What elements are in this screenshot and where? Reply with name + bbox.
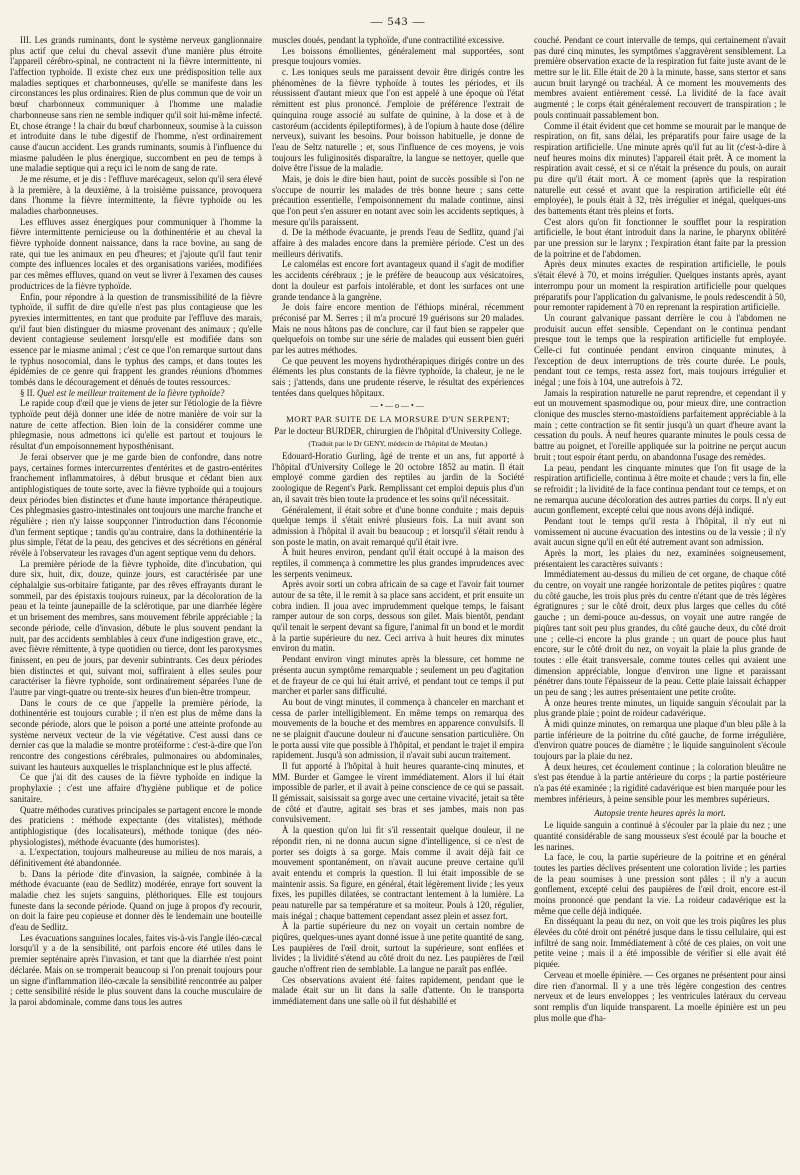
paragraph: Le calomélas est encore fort avantageux quand il s'agit de modifier les accidents cérébraux ; je le préfère de beaucoup aux vésicatoires, dont la douleur est parfois intolérable, et dont les surfaces ont une grande tendance à la gangrène. (272, 259, 524, 302)
section-divider: —•—o—•— (370, 401, 426, 411)
column-middle (272, 35, 524, 1175)
article-byline: Par le docteur BURDER, chirurgien de l'hôpital d'University College. (274, 426, 522, 437)
text-columns (10, 35, 786, 1175)
paragraph: Après la mort, les plaies du nez, examinées soigneusement, présentaient les caractères suivants : (534, 548, 786, 569)
page-number: — 543 — (370, 14, 426, 28)
paragraph: Les évacuations sanguines locales, faites vis-à-vis l'angle iléo-cæcal lorsqu'il y a de la sensibilité, ont parfois encore été utiles dans le premier septénaire après l'invasion, et tant que la diarrhée n'est point déclarée. Mais on se tromperait beaucoup si l'on prenait toujours pour un signe d'inflammation iléo-cæcale la sensibilité rencontrée au palper ; cette sensibilité réside le plus souvent dans la couche musculaire de la paroi abdominale, comme dans tous les autres (10, 932, 262, 1007)
paragraph: À la question qu'on lui fit s'il ressentait quelque douleur, il ne répondit rien, ni ne donna aucun signe d'intelligence, si ce n'est de porter ses doigts à sa gorge. Mais comme il avait déjà fait ce mouvement spontanément, on n'avait aucune preuve certaine qu'il avait entendu et compris la question. Il lui était impossible de se maintenir assis. Sa figure, en général, était légèrement livide ; les yeux fixes, les pupilles dilatées, se contractant lentement à la lumière. La peau naturelle par sa température et sa moiteur. Pouls à 120, régulier, mais inégal ; chaque battement cependant assez plein et assez fort. (272, 825, 524, 921)
paragraph: Les effluves assez énergiques pour communiquer à l'homme la fièvre intermittente pernicieuse ou la dothinentérie et au cheval la fièvre typhoïde donnent naissance, dans la race bovine, au sang de rate, qui tue les animaux en peu d'heures; et j'ajoute qu'il faut tenir compte des influences locales et des organisations variées, modifiées par ces mêmes effluves, quand on veut se livrer à l'examen des causes productrices de la fièvre typhoïde. (10, 216, 262, 291)
paragraph: Je dois faire encore mention de l'éthiops minéral, récemment préconisé par M. Serres ; il m'a procuré 19 guérisons sur 20 malades. Mais ne nous hâtons pas de conclure, car il faut bien se rappeler que quelquefois on tombe sur une série de malades qui eussent bien guéri par les autres méthodes. (272, 302, 524, 355)
paragraph: Après deux minutes exactes de respiration artificielle, le pouls s'était élevé à 70, et moins irrégulier. Quelques instants après, ayant interrompu pour un moment la respiration artificielle pour quelques préparatifs pour l'application du galvanisme, le pouls redescendit à 50, pour remonter rapidement à 70 en reprenant la respiration artificielle. (534, 259, 786, 313)
paragraph: Ce que j'ai dit des causes de la fièvre typhoïde en indique la prophylaxie ; c'est une affaire d'hygiène publique et de police sanitaire. (10, 772, 262, 804)
section-title: Quel est le meilleur traitement de la fièvre typhoïde? (37, 387, 225, 398)
paragraph: À deux heures, cet écoulement continue ; la coloration bleuâtre ne s'est pas étendue à la partie antérieure du corps ; la partie postérieure n'a pas été examinée ; la rigidité cadavérique est bien marquée pour les membres inférieurs, à peine sensible pour les membres supérieurs. (534, 761, 786, 804)
paragraph: Les boissons émollientes, généralement mal supportées, sont presque toujours vomies. (272, 45, 524, 67)
section-heading (10, 388, 262, 399)
paragraph: Pendant environ vingt minutes après la blessure, cet homme ne présenta aucun symptôme remarquable ; seulement un peu d'agitation et de frayeur de ce qui lui était arrivé, et pendant tout ce temps il put marcher et parler sans difficulté. (272, 654, 524, 697)
paragraph: Après avoir sorti un cobra africain de sa cage et l'avoir fait tourner autour de sa tête, il le remit à sa place sans accident, et prit ensuite un cobra indien. Il joua avec imprudemment quelque temps, le faisant ramper autour de son corps, dessous son gilet. Mais bientôt, pendant qu'il tenait le serpent devant sa figure, l'animal fit un bond et le mordit à la partie supérieure du nez. Ceci arriva à huit heures dix minutes environ du matin. (272, 579, 524, 654)
paragraph: À la partie supérieure du nez on voyait un certain nombre de piqûres, quelques-unes ayant donné issue à une petite quantité de sang. Les paupières de l'œil droit, surtout la supérieure, sont enflées et livides ; la lividité s'étend au côté droit du nez. Les paupières de l'œil gauche n'offrent rien de semblable. La langue ne paraît pas enflée. (272, 921, 524, 975)
paragraph: Edouard-Horatio Gurling, âgé de trente et un ans, fut apporté à l'hôpital d'University College le 20 octobre 1852 au matin. Il était employé comme gardien des reptiles au jardin de la Société zoologique de Regent's Park. Remplissant cet emploi depuis plus d'un an, il savait très bien toute la prudence et les soins qu'il nécessitait. (272, 451, 524, 504)
paragraph: Jamais la respiration naturelle ne parut reprendre, et cependant il y eut un mouvement spasmodique ou, pour mieux dire, une contraction clonique des muscles sterno-mastoïdiens parfaitement appréciable à la main ; cette contraction se fit sentir jusqu'à un quart d'heure avant la cessation du pouls. À neuf heures quarante minutes le pouls cessa de battre au poignet, et l'oreille appliquée sur la poitrine ne perçut aucun bruit ; tout espoir étant perdu, on abandonna l'usage des remèdes. (534, 387, 786, 462)
paragraph: Immédiatement au-dessus du milieu de cet organe, de chaque côté du centre, on voyait une rangée horizontale de petites piqûres : quatre du côté gauche, les trois plus près du centre n'étant que de très légères égratignures ; sur le côté droit, deux plus larges que celles du côté gauche ; un demi-pouce au-dessus, on voyait une autre rangée de piqûres tant soit peu plus grandes, du côté gauche deux, du côté droit une ; celle-ci encore la plus grande ; un quart de pouce plus haut encore, sur le côté droit du nez, on voyait la plaie la plus grande de toutes : elle était transversale, comme toutes celles qui avaient une dimension appréciable, longue d'environ une ligne et paraissant pénétrer dans toute l'épaisseur de la peau. Cette plaie laissait échapper un peu de sang ; les autres présentaient une petite croûte. (534, 569, 786, 697)
paragraph: En disséquant la peau du nez, on voit que les trois piqûres les plus élevées du côté droit ont pénétré jusque dans le tissu cellulaire, qui est infiltré de sang noir. Immédiatement à côté de ces plaies, on voit une petite veine ; mais il a été impossible de vérifier si elle avait été piquée. (534, 916, 786, 970)
paragraph: La face, le cou, la partie supérieure de la poitrine et en général toutes les parties déclives présentent une coloration livide ; les parties de la peau soumises à une pression sont pâles ; il n'y a aucun gonflement, excepté celui des paupières de l'œil droit, encore est-il moins prononcé que pendant la vie. La roideur cadavérique est la même que celle déjà indiquée. (534, 852, 786, 916)
paragraph: C'est alors qu'on fit fonctionner le soufflet pour la respiration artificielle, le bout étant introduit dans la narine, le pharynx oblitéré par une pression sur le larynx ; l'expiration étant faite par la pression de la poitrine et de l'abdomen. (534, 216, 786, 259)
column-left (10, 35, 262, 1175)
paragraph: À midi quinze minutes, on remarqua une plaque d'un bleu pâle à la partie inférieure de la poitrine du côté gauche, de forme irrégulière, d'environ quatre pouces de diamètre ; le liquide sanguinolent s'écoule toujours par la plaie du nez. (534, 719, 786, 762)
paragraph: Cerveau et moelle épinière. — Ces organes ne présentent pour ainsi dire rien d'anormal. Il y a une très légère congestion des centres nerveux et de leurs enveloppes ; les ventricules latéraux du cerveau sont remplis d'un liquide transparent. La moelle épinière est un peu plus molle que d'ha- (534, 969, 786, 1023)
paragraph: a. L'expectation, toujours malheureuse au milieu de nos marais, a définitivement été abandonnée. (10, 847, 262, 868)
paragraph: La première période de la fièvre typhoïde, dite d'incubation, qui dure six, huit, dix, douze, quinze jours, est caractérisée par une céphalalgie sus-orbitaire fatigante, par des rêves effrayants durant le sommeil, par des épistaxis toujours ruineux, par la décoloration de la peau et la teinte jaunepaille de la sclérotique, par une diarrhée légère et un brisement des membres, sans mouvement fébrile appréciable ; la seconde période, celle d'invasion, débute le plus souvent pendant la nuit, par des accidents semblables à ceux d'une indigestion grave, etc., avec fièvre rémittente, à type quotidien ou tierce, dont les paroxysmes finissent, en peu de jours, par devenir subintrants. Ces deux périodes bien distinctes et qui, suivant moi, suffiraient à elles seules pour caractériser la fièvre typhoïde, sont ordinairement séparées l'une de l'autre par vingt-quatre ou trente-six heures d'un bien-être trompeur. (10, 558, 262, 697)
article-translator: (Traduit par le Dr GENY, médecin de l'hôpital de Meulan.) (308, 438, 488, 448)
paragraph: Ces observations avaient été faites rapidement, pendant que le malade était sur un lit dans la salle d'attente. On le transporta immédiatement dans une salle où il fut déshabillé et (272, 974, 524, 1007)
paragraph: Je ferai observer que je me garde bien de confondre, dans notre pays, certaines formes intercurrentes d'entérites et de gastro-entérites franchement inflammatoires, à début brusque et cédant bien aux antiphlogistiques de toute sorte, avec la fièvre typhoïde qui a toujours deux périodes bien distinctes et d'une haute importance thérapeutique. Ces phlegmasies gastro-intestinales ont toujours une marche franche et régulière ; rien n'y laisse soupçonner l'introduction dans l'économie d'un ferment septique ; tandis qu'au contraire, dans la dothinentérie la plus simple, l'état de la peau, des gencives et des sécrétions en général révèle à l'observateur les ravages d'un agent septique venu du dehors. (10, 451, 262, 558)
article-title: MORT PAR SUITE DE LA MORSURE D'UN SERPENT; (286, 413, 510, 424)
paragraph: À onze heures trente minutes, un liquide sanguin s'écoulait par la plus grande plaie ; point de roideur cadavérique. (534, 697, 786, 719)
paragraph: couché. Pendant ce court intervalle de temps, qui certainement n'avait pas duré cinq minutes, les symptômes s'aggravèrent sensiblement. La première observation exacte de la respiration fut faite juste avant de le mettre sur le lit. Elle était de 20 à la minute, basse, sans stertor et sans aucun bruit laryngé ou trachéal. À ce moment les mouvements des membres avaient entièrement cessé. La lividité de la face avait augmenté ; le corps était généralement recouvert de transpiration ; le pouls continuait passablement bon. (534, 35, 786, 120)
paragraph: Un courant galvanique passant derrière le cou à l'abdomen ne produisit aucun effet sensible. Cependant on le continua pendant presque tout le temps que la respiration artificielle fut employée. Celle-ci fut continuée pendant environ cinquante minutes, à l'exception de deux interruptions de très courte durée. Le pouls, pendant tout ce temps, resta assez fort, mais toujours irrégulier et inégal ; une fois à 104, une autrefois à 72. (534, 312, 786, 387)
paragraph: Il fut apporté à l'hôpital à huit heures quarante-cinq minutes, et MM. Burder et Gamgee le virent immédiatement. Alors il lui était impossible de parler, et il avait à peine conscience de ce qui se passait. Il gémissait, saisissait sa gorge avec une certaine vivacité, jetait sa tête de côté et d'autre, agitait ses bras et ses jambes, mais non pas convulsivement. (272, 761, 524, 825)
paragraph: Généralement, il était sobre et d'une bonne conduite ; mais depuis quelque temps il s'était enivré plusieurs fois. La nuit avant son admission à l'hôpital il avait bu beaucoup ; et lorsqu'il s'était rendu à son poste le matin, on avait remarqué qu'il était ivre. (272, 504, 524, 547)
paragraph: La peau, pendant les cinquante minutes que l'on fit usage de la respiration artificielle, continua à être moite et chaude ; vers la fin, elle se refroidit ; la lividité de la face continua pendant tout ce temps, et on ne remarqua aucune décoloration des autres parties du corps. Il n'y eut aucun gonflement, excepté celui que nous avons déjà indiqué. (534, 462, 786, 516)
paragraph: À huit heures environ, pendant qu'il était occupé à la maison des reptiles, il commença à commettre les plus grandes imprudences avec les serpents venimeux. (272, 547, 524, 579)
paragraph: Pendant tout le temps qu'il resta à l'hôpital, il n'y eut ni vomissement ni aucune évacuation des intestins ou de la vessie ; il n'y avait aucun signe qu'il en eût été autrement avant son admission. (534, 515, 786, 548)
paragraph: muscles doués, pendant la typhoïde, d'une contractilité excessive. (272, 35, 505, 45)
paragraph: Au bout de vingt minutes, il commença à chanceler en marchant et cessa de parler intelligiblement. En même temps on remarqua des mouvements de la bouche et des membres en apparence convulsifs. Il ne se plaignit d'aucune douleur ni d'aucune sensation particulière. On le porta aussi vite que possible à l'hôpital, et pendant le trajet il empira rapidement. Jusqu'à son admission, il n'avait subi aucun traitement. (272, 696, 524, 761)
paragraph: Dans le cours de ce que j'appelle la première période, la dothinentérie est toujours curable ; il n'en est plus de même dans la seconde période, alors que le poison a porté une atteinte profonde au système nerveux vecteur de la vie végétative. C'est aussi dans ce dernier cas que la maladie se montre protéiforme : c'est-à-dire que l'on rencontre des congestions cérébrales, pulmonaires ou abdominales, suivant les hauteurs auxquelles le trisplanchnique est le plus affecté. (10, 697, 262, 772)
column-right (534, 35, 786, 1175)
paragraph: Je me résume, et je dis : l'effluve marécageux, selon qu'il sera élevé à la première, à la deuxième, à la troisième puissance, provoquera dans l'homme la fièvre intermittente, la fièvre typhoïde ou les maladies charbonneuses. (10, 173, 262, 216)
subsection-heading: Autopsie trente heures après la mort. (594, 807, 726, 818)
paragraph: III. Les grands ruminants, dont le système nerveux ganglionnaire plus actif que celui du cheval assevit d'une manière plus étroite l'appareil cérébro-spinal, ne contractent ni la fièvre intermittente, ni l'affection typhoïde. Il existe chez eux une prédisposition telle aux maladies septiques et charbonneuses, qu'elle se manifeste dans les circonstances les plus ordinaires. Rien de plus commun que de voir un bœuf charbonneux communiquer à l'homme une maladie charbonneuse sans rien ne semble indiquer qu'il soit lui-même infecté. Et, chose étrange ! la chair du bœuf charbonneux, soumise à la cuisson et introduite dans le tube digestif de l'homme, n'est ordinairement cause d'aucun accident. Les grands ruminants, soumis à l'influence du miasme paludéen le plus énergique, succombent en peu de temps à une maladie septique qui a reçu ici le nom de sang de rate. (10, 35, 262, 174)
paragraph: d. De la méthode évacuante, je prends l'eau de Sedlitz, quand j'ai affaire à des malades encore dans la première période. C'est un des meilleurs dérivatifs. (272, 227, 524, 259)
paragraph: Le rapide coup d'œil que je viens de jeter sur l'étiologie de la fièvre typhoïde peut déjà donner une idée de notre manière de voir sur la nature de cette affection. Bien loin de la considérer comme une phlegmasie, nous admettons ici qu'elle est partout et toujours le résultat d'un empoisonnement hyposthénisant. (10, 398, 262, 452)
paragraph: c. Les toniques seuls me paraissent devoir être dirigés contre les phénomènes de la fièvre typhoïde à toutes les périodes, et ils réussissent d'autant mieux que l'on est appelé à une époque où l'état rémittent est plus prononcé. J'emploie de préférence l'extrait de quinquina rouge associé au sulfate de quinine, à la dose et à de castoréum (accidents épileptiformes), à de l'opium à haute dose (délire nerveux), suivant les besoins. Pour boisson habituelle, je donne de l'eau de Seltz naturelle ; et, sous l'influence de ces moyens, je vois toujours les fuliginosités disparaître, la langue se nettoyer, quelle que doive être l'issue de la maladie. (272, 67, 524, 174)
paragraph: Ce que peuvent les moyens hydrothérapiques dirigés contre un des éléments les plus constants de la fièvre typhoïde, la chaleur, je ne le sais ; j'attends, dans une prudente réserve, le résultat des expériences tentées dans quelques hôpitaux. (272, 355, 524, 398)
paragraph: Enfin, pour répondre à la question de transmissibilité de la fièvre typhoïde, il suffit de dire qu'elle n'est pas plus contagieuse que les pyrexies intermittentes, en tant que produite par l'effluve des marais, qu'il faut bien distinguer du miasme provenant des animaux ; qu'elle devient contagieuse seulement lorsqu'elle est modifiée dans son essence par le miasme animal ; c'est ce que l'on remarque surtout dans le typhus nosocomial, dans le typhus des camps, et dans toutes les épidémies de ce genre qui frappent les grandes réunions d'hommes tombés dans le découragement et dénués de toutes ressources. (10, 291, 262, 387)
paragraph: b. Dans la période dite d'invasion, la saignée, combinée à la méthode évacuante (eau de Sedlitz) modérée, enraye fort souvent la maladie chez les sujets sanguins, pléthoriques. Elle est toujours funeste dans la seconde période. Quand on juge à propos d'y recourir, on doit la faire peu copieuse et donner dès le lendemain une bouteille d'eau de Sedlitz. (10, 868, 262, 933)
paragraph: Quatre méthodes curatives principales se partagent encore le monde des praticiens : méthode expectante (des vitalistes), méthode antiphlogistique (des localisateurs), méthode tonique (des néo-physiologistes), méthode évacuante (des humoristes). (10, 804, 262, 847)
paragraph: Le liquide sanguin a continué à s'écouler par la plaie du nez ; une quantité considérable de sang mousseux s'est écoulé par la bouche et les narines. (534, 820, 786, 852)
paragraph: Comme il était évident que cet homme se mourait par le manque de respiration, on fit, sans délai, les préparatifs pour faire usage de la respiration artificielle. Une minute après qu'il fut au lit (c'est-à-dire à neuf heures moins dix minutes) l'appareil était prêt. À ce moment la respiration avait cessé, et si ce n'était la présence du pouls, on aurait pu dire qu'il était mort. À ce moment (après que la respiration naturelle eut cessé et avant que la respiration artificielle eût été employée), le pouls était à 32, très irrégulier et inégal, quelques-uns des battements étant très pleins et forts. (534, 120, 786, 216)
paragraph: Mais, je dois le dire bien haut, point de succès possible si l'on ne s'occupe de nourrir les malades de très bonne heure ; sans cette précaution essentielle, l'empoisonnement du malade continue, ainsi que l'on peut s'en assurer en notant avec soin les accidents septiques, à mesure qu'ils paraissent. (272, 173, 524, 227)
section-number: § II. (20, 387, 35, 398)
